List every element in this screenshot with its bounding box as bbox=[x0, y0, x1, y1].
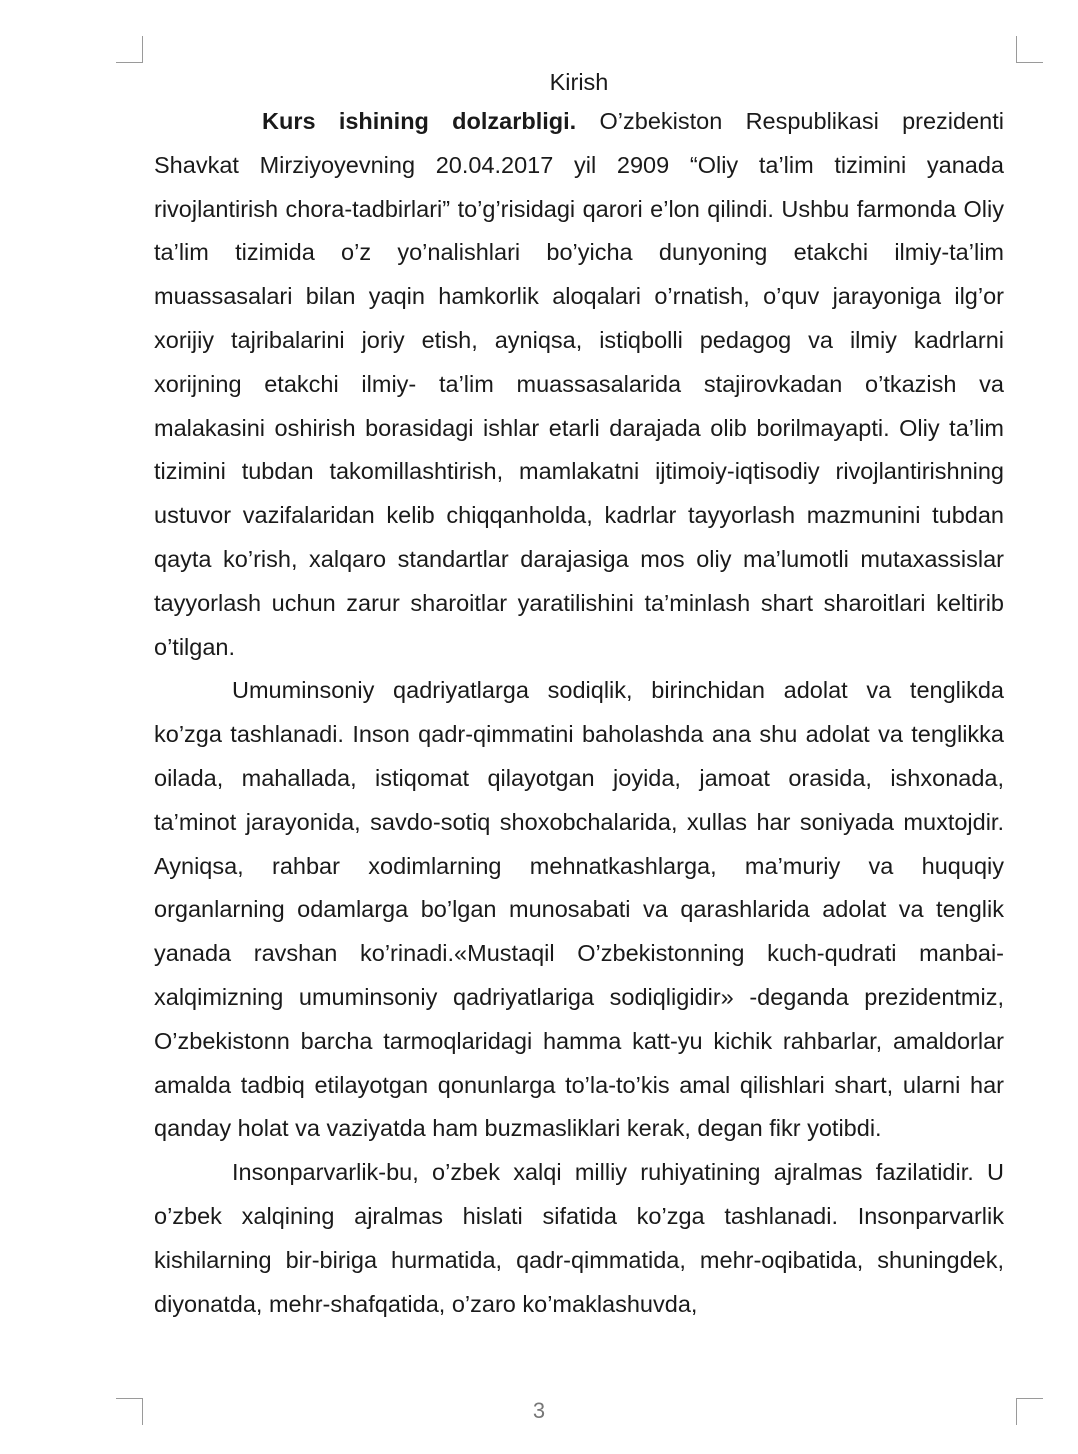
paragraph-1-text: O’zbekiston Respublikasi prezidenti Shavkat Mirziyoyevning 20.04.2017 yil 2909 “Oliy ta’lim tizimini yanada rivojlantirish chora-tadbirlari” to’g’risidagi qarori e’lon qilindi. Ushbu farmonda Oliy ta’lim tizimida o’z yo’nalishlari bo’yicha dunyoning etakchi ilmiy-ta’lim muassasalari bilan yaqin hamkorlik aloqalari o’rnatish, o’quv jarayoniga ilg’or xorijiy tajribalarini joriy etish, ayniqsa, istiqbolli pedagog va ilmiy kadrlarni xorijning etakchi ilmiy- ta’lim muassasalarida stajirovkadan o’tkazish va malakasini oshirish borasidagi ishlar etarli darajada olib borilmayapti. Oliy ta’lim tizimini tubdan takomillashtirish, mamlakatni ijtimoiy-iqtisodiy rivojlantirishning ustuvor vazifalaridan kelib chiqqanholda, kadrlar tayyorlash mazmunini tubdan qayta ko’rish, xalqaro standartlar darajasiga mos oliy ma’lumotli mutaxassislar tayyorlash uchun zarur sharoitlar yaratilishini ta’minlash shart sharoitlari keltirib o’tilgan. bbox=[154, 108, 1004, 660]
page-title: Kirish bbox=[549, 69, 609, 95]
paragraph-2: Umuminsoniy qadriyatlarga sodiqlik, birinchidan adolat va tenglikda ko’zga tashlanadi. Inson qadr-qimmatini baholashda ana shu adolat va tenglikka oilada, mahallada, istiqomat qilayotgan joyida, jamoat orasida, ishxonada, ta’minot jarayonida, savdo-sotiq shoxobchalarida, xullas har soniyada muxtojdir. Ayniqsa, rahbar xodimlarning mehnatkashlarga, ma’muriy va huquqiy organlarning odamlarga bo’lgan munosabati va qarashlarida adolat va tenglik yanada ravshan ko’rinadi.«Mustaqil O’zbekistonning kuch-qudrati manbai-xalqimizning umuminsoniy qadriyatlariga sodiqligidir» -deganda prezidentmiz, O’zbekistonn barcha tarmoqlaridagi hamma katt-yu kichik rahbarlar, amaldorlar amalda tadbiq etilayotgan qonunlarga to’la-to’kis amal qilishlari shart, ularni har qanday holat va vaziyatda ham buzmasliklari kerak, degan fikr yotibdi. bbox=[154, 677, 1004, 1142]
top-right-margin-mark bbox=[1016, 36, 1043, 63]
top-left-margin-mark bbox=[116, 36, 143, 63]
paragraph-1 bbox=[154, 100, 1004, 669]
page-number: 3 bbox=[532, 1398, 546, 1423]
paragraph-3: Insonparvarlik-bu, o’zbek xalqi milliy ruhiyatining ajralmas fazilatidir. U o’zbek xalqining ajralmas hislati sifatida ko’zga tashlanadi. Insonparvarlik kishilarning bir-biriga hurmatida, qadr-qimmatida, mehr-oqibatida, shuningdek, diyonatda, mehr-shafqatida, o’zaro ko’maklashuvda, bbox=[154, 1159, 1004, 1317]
paragraph-lead-heading: Kurs ishining dolzarbligi. bbox=[262, 108, 577, 134]
document-body bbox=[154, 64, 1004, 1326]
